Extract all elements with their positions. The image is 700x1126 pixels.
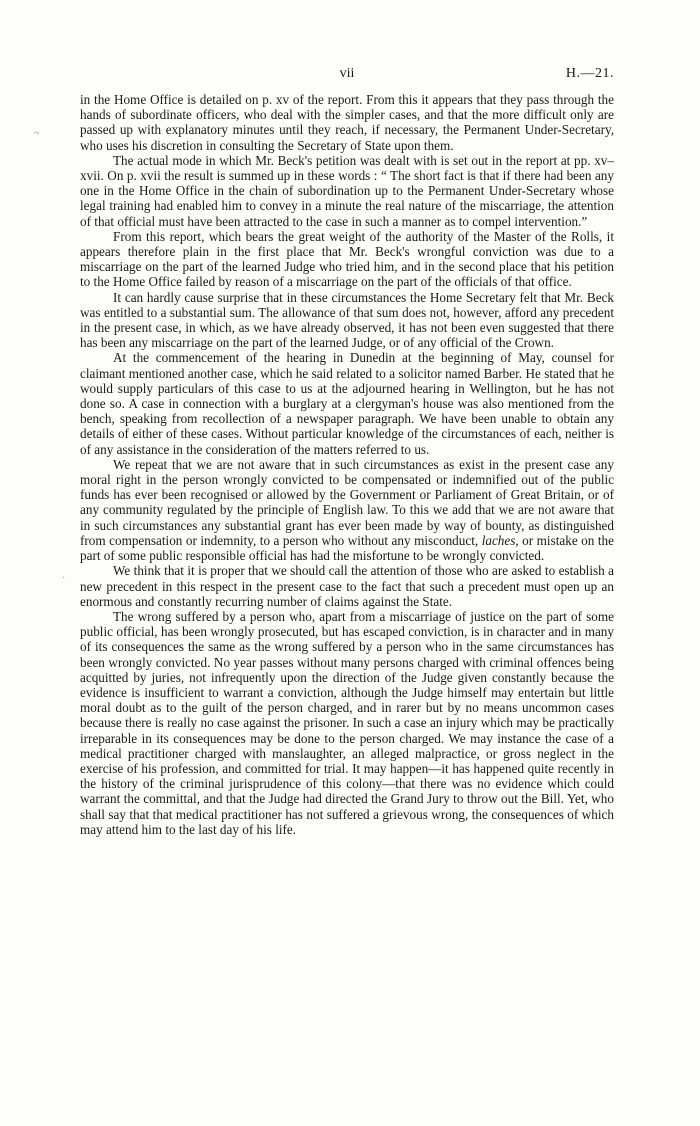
paragraph: The actual mode in which Mr. Beck's petition was dealt with is set out in the report at pp. xv–xvii. On p. xvii the result is summed up in these words : “ The short fact is that if there had been any one in the Home Office in the chain of subordination up to the Permanent Under-Secretary whose legal training had enabled him to convey in a minute the real nature of the miscarriage, the attention of that official must have been attracted to the case in such a manner as to compel intervention.” bbox=[80, 152, 614, 229]
document-reference: H.—21. bbox=[565, 66, 614, 81]
margin-mark: · bbox=[62, 573, 66, 584]
paragraph: At the commencement of the hearing in Dunedin at the beginning of May, counsel for claimant mentioned another case, which he said related to a solicitor named Barber. He stated that he would supply particulars of this case to us at the adjourned hearing in Wellington, but he has not done so. A case in connection with a burglary at a clergyman's house was also mentioned from the bench, speaking from recollection of a newspaper paragraph. We have been unable to obtain any details of either of these cases. Without particular knowledge of the circumstances of each, neither is of any assistance in the consideration of the matters referred to us. bbox=[80, 350, 614, 457]
margin-mark: ~ bbox=[34, 128, 40, 139]
italic-term: laches bbox=[481, 532, 516, 548]
paragraph: The wrong suffered by a person who, apart from a miscarriage of justice on the part of some public official, has been wrongly prosecuted, but has escaped conviction, is in character and in many of its consequences the same as the wrong suffered by a person who in the same circumstances has been wrongly convicted. No year passes without many persons charged with criminal offences being acquitted by juries, not infrequently upon the direction of the Judge given constantly because the evidence is insufficient to warrant a conviction, although the Judge himself may entertain but little moral doubt as to the guilt of the person charged, and in rarer but by no means uncommon cases because there is really no case against the prisoner. In such a case an injury which may be practically irreparable in its consequences may be done to the person charged. We may instance the case of a medical practitioner charged with manslaughter, an alleged malpractice, or gross neglect in the exercise of his profession, and committed for trial. It may happen—it has happened quite recently in the history of the criminal jurisprudence of this colony—that there was no evidence which could warrant the committal, and that the Judge had directed the Grand Jury to throw out the Bill. Yet, who shall say that that medical practitioner has not suffered a grievous wrong, the consequences of which may attend him to the last day of his life. bbox=[80, 608, 614, 837]
paragraph-continuation: in the Home Office is detailed on p. xv of the report. From this it appears that they pass through the hands of subordinate officers, who deal with the simpler cases, and that the more difficult only are passed up with explanatory minutes until they reach, if necessary, the Permanent Under-Secretary, who uses his discretion in consulting the Secretary of State upon them. bbox=[80, 92, 614, 153]
paragraph: We repeat that we are not aware that in such circumstances as exist in the present case any moral right in the person wrongly convicted to be compensated or indemnified out of the public funds has ever been recognised or allowed by the Government or Parliament of Great Britain, or of any community regulated by the principle of English law. To this we add that we are not aware that in such circumstances any substantial grant has ever been made by way of bounty, as distinguished from compensation or indemnity, to a person who without any misconduct, laches, or mistake on the part of some public responsible official has had the misfortune to be wrongly convicted. bbox=[80, 456, 614, 564]
body-text bbox=[80, 92, 614, 837]
paragraph: We think that it is proper that we should call the attention of those who are asked to establish a new precedent in this respect in the present case to the fact that such a precedent must open up an enormous and constantly recurring number of claims against the State. bbox=[80, 563, 614, 609]
paragraph: It can hardly cause surprise that in these circumstances the Home Secretary felt that Mr. Beck was entitled to a substantial sum. The allowance of that sum does not, however, afford any precedent in the present case, in which, as we have already observed, it has not been even suggested that there has been any miscarriage on the part of the learned Judge, or of any official of the Crown. bbox=[80, 289, 614, 351]
page-header bbox=[80, 66, 614, 86]
page-number: vii bbox=[339, 66, 355, 81]
paragraph: From this report, which bears the great weight of the authority of the Master of the Rolls, it appears therefore plain in the first place that Mr. Beck's wrongful conviction was due to a miscarriage on the part of the learned Judge who tried him, and in the second place that his petition to the Home Office failed by reason of a miscarriage on the part of the officials of that office. bbox=[80, 228, 614, 290]
